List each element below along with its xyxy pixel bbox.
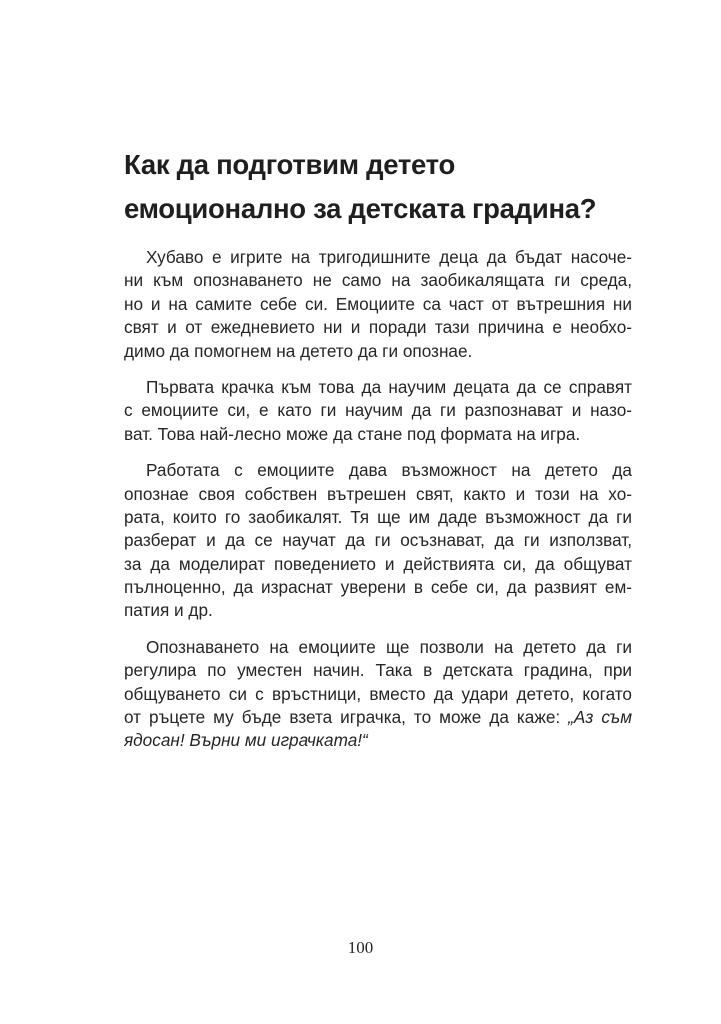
text-line: регулира по уместен начин. Така в детската градина, при xyxy=(124,660,632,681)
text-line: димо да помогнем на детето да ги опознае. xyxy=(124,340,473,361)
paragraph-4 xyxy=(124,636,632,753)
text-fragment: от ръцете му бъде взета играчка, то може да каже: xyxy=(124,707,569,728)
text-line: разберат и да се научат да ги осъзнават, да ги използват, xyxy=(124,530,632,551)
quote-fragment: ядосан! Върни ми играчката!“ xyxy=(124,730,368,751)
heading-line-1: Как да подготвим детето xyxy=(124,149,455,180)
text-line: общуването си с връстници, вместо да удари детето, когато xyxy=(124,683,632,704)
text-line: ват. Това най-лесно може да стане под формата на игра. xyxy=(124,423,581,444)
text-line: патия и др. xyxy=(124,600,213,621)
text-line-quote xyxy=(124,729,632,752)
page-number: 100 xyxy=(347,938,374,957)
text-line: Опознаването на емоциите ще позволи на детето да ги xyxy=(146,636,632,657)
paragraph-2 xyxy=(124,376,632,446)
chapter-heading xyxy=(124,143,624,231)
text-line: рата, които го заобикалят. Тя ще им даде възможност да ги xyxy=(124,506,632,527)
heading-line-2: емоционално за детската градина? xyxy=(124,193,597,224)
text-line: Работата с емоциите дава възможност на детето да xyxy=(146,460,632,481)
text-line-mixed xyxy=(124,706,632,729)
text-line: с емоциите си, е като ги научим да ги разпознават и назо- xyxy=(124,400,632,421)
text-line: но и на самите себе си. Емоциите са част от вътрешния ни xyxy=(124,293,632,314)
paragraph-3 xyxy=(124,459,632,623)
text-line: пълноценно, да израснат уверени в себе си, да развият ем- xyxy=(124,577,632,598)
text-line: Хубаво е игрите на тригодишните деца да бъдат насоче- xyxy=(146,247,632,267)
text-line: опознае своя собствен вътрешен свят, както и този на хо- xyxy=(124,483,632,504)
text-line: свят и от ежедневието ни и поради тази причина е необхо- xyxy=(124,317,632,338)
quote-fragment: „Аз съм xyxy=(568,707,632,728)
text-line: ни към опознаването не само на заобикалящата ги среда, xyxy=(124,270,632,291)
paragraph-1 xyxy=(124,246,632,363)
text-line: за да моделират поведението и действията си, да общуват xyxy=(124,553,632,574)
text-line: Първата крачка към това да научим децата да се справят xyxy=(146,376,632,397)
body-text xyxy=(124,246,632,753)
